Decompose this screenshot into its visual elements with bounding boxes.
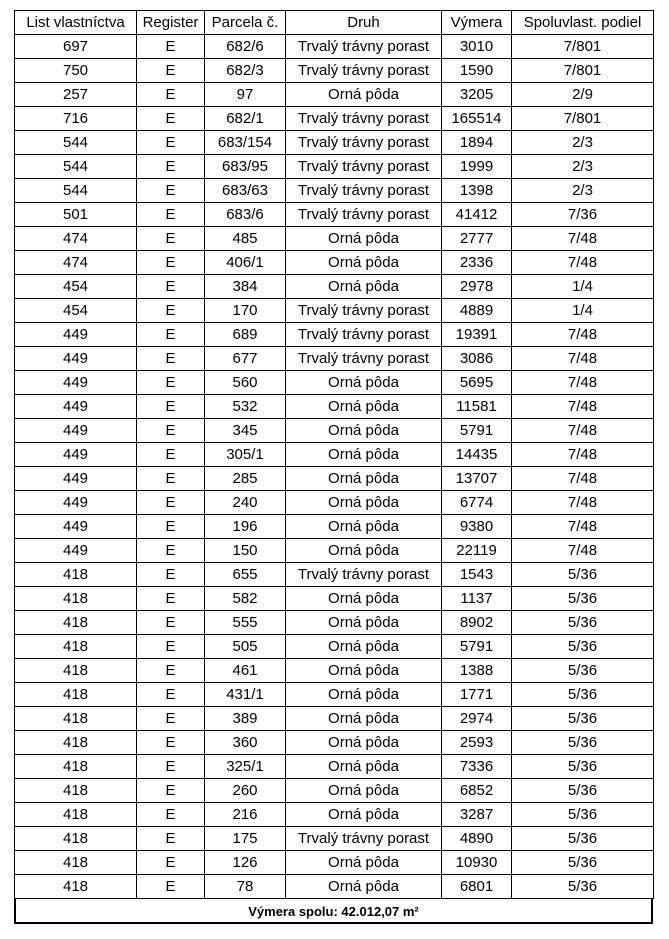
cell-druh: Orná pôda <box>286 683 442 707</box>
cell-list-vlastnictva: 544 <box>15 155 137 179</box>
cell-register: E <box>137 731 205 755</box>
cell-vymera: 3010 <box>442 35 512 59</box>
cell-register: E <box>137 635 205 659</box>
cell-druh: Orná pôda <box>286 443 442 467</box>
cell-register: E <box>137 251 205 275</box>
cell-druh: Orná pôda <box>286 395 442 419</box>
cell-parcela: 150 <box>205 539 286 563</box>
land-table-sheet <box>14 10 653 924</box>
cell-parcela: 240 <box>205 491 286 515</box>
cell-parcela: 78 <box>205 875 286 899</box>
cell-druh: Orná pôda <box>286 371 442 395</box>
cell-vymera: 14435 <box>442 443 512 467</box>
cell-list-vlastnictva: 474 <box>15 227 137 251</box>
total-area-row: Výmera spolu: 42.012,07 m² <box>14 899 653 924</box>
cell-druh: Trvalý trávny porast <box>286 323 442 347</box>
cell-register: E <box>137 563 205 587</box>
cell-register: E <box>137 179 205 203</box>
table-row <box>15 107 654 131</box>
cell-spoluvlast-podiel: 1/4 <box>512 275 654 299</box>
cell-parcela: 325/1 <box>205 755 286 779</box>
header-vymera: Výmera <box>442 11 512 35</box>
table-row <box>15 179 654 203</box>
cell-vymera: 41412 <box>442 203 512 227</box>
cell-druh: Trvalý trávny porast <box>286 155 442 179</box>
table-row <box>15 371 654 395</box>
cell-parcela: 655 <box>205 563 286 587</box>
cell-druh: Orná pôda <box>286 587 442 611</box>
cell-druh: Orná pôda <box>286 251 442 275</box>
cell-spoluvlast-podiel: 5/36 <box>512 803 654 827</box>
cell-druh: Orná pôda <box>286 515 442 539</box>
cell-parcela: 196 <box>205 515 286 539</box>
table-row <box>15 731 654 755</box>
cell-parcela: 677 <box>205 347 286 371</box>
cell-register: E <box>137 155 205 179</box>
cell-spoluvlast-podiel: 5/36 <box>512 683 654 707</box>
cell-register: E <box>137 419 205 443</box>
table-header-row <box>15 11 654 35</box>
cell-register: E <box>137 515 205 539</box>
cell-vymera: 9380 <box>442 515 512 539</box>
cell-vymera: 13707 <box>442 467 512 491</box>
cell-vymera: 2593 <box>442 731 512 755</box>
cell-list-vlastnictva: 449 <box>15 323 137 347</box>
cell-spoluvlast-podiel: 7/48 <box>512 443 654 467</box>
cell-register: E <box>137 539 205 563</box>
cell-vymera: 5791 <box>442 635 512 659</box>
header-parcela: Parcela č. <box>205 11 286 35</box>
cell-vymera: 10930 <box>442 851 512 875</box>
table-row <box>15 275 654 299</box>
cell-vymera: 8902 <box>442 611 512 635</box>
table-row <box>15 227 654 251</box>
cell-spoluvlast-podiel: 7/36 <box>512 203 654 227</box>
table-row <box>15 155 654 179</box>
cell-register: E <box>137 83 205 107</box>
cell-spoluvlast-podiel: 2/9 <box>512 83 654 107</box>
cell-parcela: 505 <box>205 635 286 659</box>
cell-druh: Trvalý trávny porast <box>286 131 442 155</box>
cell-spoluvlast-podiel: 5/36 <box>512 635 654 659</box>
cell-vymera: 2978 <box>442 275 512 299</box>
table-row <box>15 827 654 851</box>
cell-list-vlastnictva: 449 <box>15 539 137 563</box>
cell-vymera: 2777 <box>442 227 512 251</box>
cell-vymera: 1590 <box>442 59 512 83</box>
cell-vymera: 7336 <box>442 755 512 779</box>
cell-vymera: 3086 <box>442 347 512 371</box>
cell-list-vlastnictva: 697 <box>15 35 137 59</box>
cell-list-vlastnictva: 257 <box>15 83 137 107</box>
cell-list-vlastnictva: 449 <box>15 347 137 371</box>
cell-register: E <box>137 323 205 347</box>
cell-druh: Orná pôda <box>286 851 442 875</box>
cell-register: E <box>137 659 205 683</box>
cell-register: E <box>137 683 205 707</box>
cell-parcela: 461 <box>205 659 286 683</box>
cell-spoluvlast-podiel: 7/48 <box>512 227 654 251</box>
cell-spoluvlast-podiel: 7/48 <box>512 395 654 419</box>
cell-druh: Orná pôda <box>286 731 442 755</box>
table-row <box>15 419 654 443</box>
cell-register: E <box>137 443 205 467</box>
cell-vymera: 3287 <box>442 803 512 827</box>
cell-register: E <box>137 779 205 803</box>
cell-list-vlastnictva: 449 <box>15 443 137 467</box>
cell-druh: Trvalý trávny porast <box>286 59 442 83</box>
cell-vymera: 1388 <box>442 659 512 683</box>
table-row <box>15 515 654 539</box>
header-register: Register <box>137 11 205 35</box>
cell-register: E <box>137 107 205 131</box>
cell-list-vlastnictva: 418 <box>15 851 137 875</box>
cell-parcela: 560 <box>205 371 286 395</box>
cell-vymera: 6801 <box>442 875 512 899</box>
cell-list-vlastnictva: 544 <box>15 179 137 203</box>
table-row <box>15 539 654 563</box>
table-row <box>15 707 654 731</box>
cell-parcela: 97 <box>205 83 286 107</box>
cell-parcela: 582 <box>205 587 286 611</box>
cell-list-vlastnictva: 418 <box>15 659 137 683</box>
cell-spoluvlast-podiel: 5/36 <box>512 755 654 779</box>
cell-register: E <box>137 587 205 611</box>
cell-list-vlastnictva: 418 <box>15 827 137 851</box>
cell-parcela: 532 <box>205 395 286 419</box>
cell-parcela: 682/6 <box>205 35 286 59</box>
cell-vymera: 19391 <box>442 323 512 347</box>
cell-parcela: 683/63 <box>205 179 286 203</box>
cell-register: E <box>137 59 205 83</box>
cell-druh: Orná pôda <box>286 83 442 107</box>
table-row <box>15 563 654 587</box>
cell-spoluvlast-podiel: 2/3 <box>512 131 654 155</box>
cell-spoluvlast-podiel: 7/48 <box>512 371 654 395</box>
cell-vymera: 1398 <box>442 179 512 203</box>
cell-register: E <box>137 35 205 59</box>
land-parcels-table <box>14 10 654 899</box>
cell-parcela: 406/1 <box>205 251 286 275</box>
cell-druh: Orná pôda <box>286 491 442 515</box>
cell-parcela: 683/6 <box>205 203 286 227</box>
cell-register: E <box>137 491 205 515</box>
cell-parcela: 485 <box>205 227 286 251</box>
cell-vymera: 165514 <box>442 107 512 131</box>
cell-parcela: 682/3 <box>205 59 286 83</box>
table-row <box>15 467 654 491</box>
cell-list-vlastnictva: 449 <box>15 419 137 443</box>
table-row <box>15 203 654 227</box>
cell-vymera: 1543 <box>442 563 512 587</box>
cell-list-vlastnictva: 418 <box>15 635 137 659</box>
cell-vymera: 2974 <box>442 707 512 731</box>
cell-vymera: 3205 <box>442 83 512 107</box>
table-row <box>15 299 654 323</box>
cell-parcela: 305/1 <box>205 443 286 467</box>
table-row <box>15 875 654 899</box>
table-row <box>15 851 654 875</box>
cell-druh: Orná pôda <box>286 755 442 779</box>
table-row <box>15 443 654 467</box>
header-list-vlastnictva: List vlastníctva <box>15 11 137 35</box>
cell-druh: Orná pôda <box>286 467 442 491</box>
table-row <box>15 779 654 803</box>
table-row <box>15 131 654 155</box>
cell-spoluvlast-podiel: 5/36 <box>512 563 654 587</box>
cell-register: E <box>137 875 205 899</box>
cell-register: E <box>137 347 205 371</box>
cell-parcela: 216 <box>205 803 286 827</box>
cell-spoluvlast-podiel: 5/36 <box>512 611 654 635</box>
cell-parcela: 683/154 <box>205 131 286 155</box>
table-row <box>15 635 654 659</box>
cell-spoluvlast-podiel: 5/36 <box>512 779 654 803</box>
table-row <box>15 755 654 779</box>
table-row <box>15 395 654 419</box>
cell-register: E <box>137 131 205 155</box>
cell-register: E <box>137 827 205 851</box>
cell-list-vlastnictva: 449 <box>15 371 137 395</box>
cell-list-vlastnictva: 449 <box>15 395 137 419</box>
table-row <box>15 803 654 827</box>
cell-register: E <box>137 803 205 827</box>
cell-register: E <box>137 707 205 731</box>
cell-register: E <box>137 611 205 635</box>
table-row <box>15 323 654 347</box>
cell-vymera: 4889 <box>442 299 512 323</box>
cell-parcela: 431/1 <box>205 683 286 707</box>
cell-spoluvlast-podiel: 2/3 <box>512 179 654 203</box>
cell-register: E <box>137 227 205 251</box>
cell-druh: Orná pôda <box>286 611 442 635</box>
cell-parcela: 360 <box>205 731 286 755</box>
cell-list-vlastnictva: 501 <box>15 203 137 227</box>
cell-druh: Orná pôda <box>286 875 442 899</box>
cell-druh: Orná pôda <box>286 539 442 563</box>
cell-spoluvlast-podiel: 2/3 <box>512 155 654 179</box>
cell-druh: Trvalý trávny porast <box>286 563 442 587</box>
cell-parcela: 384 <box>205 275 286 299</box>
cell-list-vlastnictva: 449 <box>15 467 137 491</box>
cell-spoluvlast-podiel: 5/36 <box>512 827 654 851</box>
cell-parcela: 689 <box>205 323 286 347</box>
cell-vymera: 22119 <box>442 539 512 563</box>
cell-spoluvlast-podiel: 7/48 <box>512 467 654 491</box>
cell-list-vlastnictva: 750 <box>15 59 137 83</box>
cell-spoluvlast-podiel: 7/801 <box>512 59 654 83</box>
cell-vymera: 6774 <box>442 491 512 515</box>
cell-spoluvlast-podiel: 5/36 <box>512 659 654 683</box>
table-row <box>15 491 654 515</box>
cell-list-vlastnictva: 418 <box>15 803 137 827</box>
table-row <box>15 347 654 371</box>
table-row <box>15 59 654 83</box>
table-row <box>15 35 654 59</box>
cell-parcela: 285 <box>205 467 286 491</box>
cell-vymera: 4890 <box>442 827 512 851</box>
cell-list-vlastnictva: 544 <box>15 131 137 155</box>
table-row <box>15 683 654 707</box>
cell-druh: Trvalý trávny porast <box>286 203 442 227</box>
cell-list-vlastnictva: 449 <box>15 515 137 539</box>
cell-spoluvlast-podiel: 5/36 <box>512 731 654 755</box>
cell-vymera: 1999 <box>442 155 512 179</box>
cell-parcela: 126 <box>205 851 286 875</box>
cell-druh: Orná pôda <box>286 275 442 299</box>
cell-parcela: 345 <box>205 419 286 443</box>
table-row <box>15 251 654 275</box>
cell-list-vlastnictva: 418 <box>15 731 137 755</box>
cell-list-vlastnictva: 418 <box>15 755 137 779</box>
cell-parcela: 170 <box>205 299 286 323</box>
cell-register: E <box>137 851 205 875</box>
cell-spoluvlast-podiel: 7/48 <box>512 347 654 371</box>
cell-register: E <box>137 467 205 491</box>
cell-spoluvlast-podiel: 7/801 <box>512 107 654 131</box>
cell-register: E <box>137 299 205 323</box>
cell-spoluvlast-podiel: 7/48 <box>512 515 654 539</box>
table-body <box>15 35 654 899</box>
cell-parcela: 260 <box>205 779 286 803</box>
cell-vymera: 5695 <box>442 371 512 395</box>
cell-vymera: 6852 <box>442 779 512 803</box>
cell-register: E <box>137 371 205 395</box>
cell-druh: Orná pôda <box>286 419 442 443</box>
cell-druh: Orná pôda <box>286 707 442 731</box>
cell-register: E <box>137 395 205 419</box>
header-druh: Druh <box>286 11 442 35</box>
cell-druh: Trvalý trávny porast <box>286 35 442 59</box>
cell-spoluvlast-podiel: 5/36 <box>512 875 654 899</box>
cell-parcela: 555 <box>205 611 286 635</box>
cell-spoluvlast-podiel: 7/48 <box>512 491 654 515</box>
table-row <box>15 587 654 611</box>
table-row <box>15 659 654 683</box>
cell-vymera: 1771 <box>442 683 512 707</box>
cell-list-vlastnictva: 418 <box>15 707 137 731</box>
cell-list-vlastnictva: 418 <box>15 587 137 611</box>
cell-spoluvlast-podiel: 7/48 <box>512 323 654 347</box>
cell-spoluvlast-podiel: 7/801 <box>512 35 654 59</box>
cell-list-vlastnictva: 716 <box>15 107 137 131</box>
cell-druh: Trvalý trávny porast <box>286 827 442 851</box>
cell-druh: Trvalý trávny porast <box>286 179 442 203</box>
cell-druh: Orná pôda <box>286 635 442 659</box>
cell-spoluvlast-podiel: 7/48 <box>512 419 654 443</box>
cell-parcela: 175 <box>205 827 286 851</box>
header-spoluvlast-podiel: Spoluvlast. podiel <box>512 11 654 35</box>
cell-druh: Trvalý trávny porast <box>286 299 442 323</box>
cell-vymera: 5791 <box>442 419 512 443</box>
cell-list-vlastnictva: 454 <box>15 275 137 299</box>
cell-list-vlastnictva: 418 <box>15 563 137 587</box>
cell-list-vlastnictva: 418 <box>15 683 137 707</box>
cell-parcela: 682/1 <box>205 107 286 131</box>
cell-register: E <box>137 755 205 779</box>
cell-parcela: 389 <box>205 707 286 731</box>
cell-list-vlastnictva: 418 <box>15 611 137 635</box>
cell-spoluvlast-podiel: 5/36 <box>512 707 654 731</box>
cell-list-vlastnictva: 474 <box>15 251 137 275</box>
cell-spoluvlast-podiel: 1/4 <box>512 299 654 323</box>
cell-spoluvlast-podiel: 7/48 <box>512 251 654 275</box>
cell-druh: Trvalý trávny porast <box>286 347 442 371</box>
cell-list-vlastnictva: 449 <box>15 491 137 515</box>
cell-list-vlastnictva: 418 <box>15 875 137 899</box>
cell-list-vlastnictva: 418 <box>15 779 137 803</box>
cell-druh: Orná pôda <box>286 227 442 251</box>
cell-list-vlastnictva: 454 <box>15 299 137 323</box>
cell-spoluvlast-podiel: 7/48 <box>512 539 654 563</box>
cell-druh: Orná pôda <box>286 779 442 803</box>
cell-vymera: 1894 <box>442 131 512 155</box>
cell-druh: Orná pôda <box>286 659 442 683</box>
cell-register: E <box>137 275 205 299</box>
cell-druh: Orná pôda <box>286 803 442 827</box>
cell-spoluvlast-podiel: 5/36 <box>512 587 654 611</box>
cell-vymera: 11581 <box>442 395 512 419</box>
cell-register: E <box>137 203 205 227</box>
table-row <box>15 83 654 107</box>
cell-parcela: 683/95 <box>205 155 286 179</box>
cell-spoluvlast-podiel: 5/36 <box>512 851 654 875</box>
cell-vymera: 1137 <box>442 587 512 611</box>
cell-druh: Trvalý trávny porast <box>286 107 442 131</box>
table-row <box>15 611 654 635</box>
cell-vymera: 2336 <box>442 251 512 275</box>
